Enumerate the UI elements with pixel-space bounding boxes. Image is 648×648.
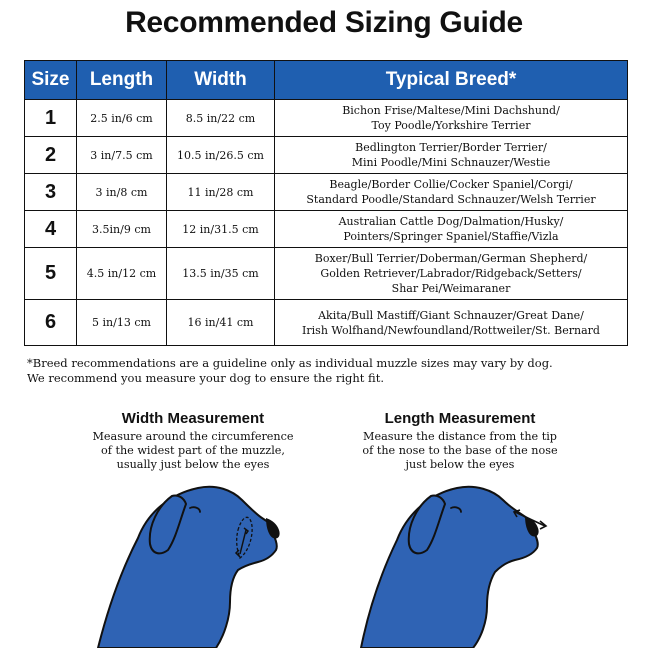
breed-line: Standard Poodle/Standard Schnauzer/Welsh Terrier — [306, 193, 596, 206]
breed-line: Irish Wolfhand/Newfoundland/Rottweiler/St. Bernard — [302, 323, 600, 337]
header-length: Length — [77, 61, 167, 100]
breed-line: Golden Retriever/Labrador/Ridgeback/Setters/ — [320, 267, 582, 280]
description-line: Measure the distance from the tip — [363, 430, 557, 443]
breed-line: Toy Poodle/Yorkshire Terrier — [371, 119, 531, 132]
length-measurement-title: Length Measurement — [384, 410, 536, 427]
length-cell: 3 in/8 cm — [77, 174, 167, 211]
width-measurement-description — [53, 430, 333, 472]
table-row — [25, 137, 628, 174]
breed-line: Pointers/Springer Spaniel/Staffie/Vizla — [343, 230, 559, 243]
length-cell: 5 in/13 cm — [77, 300, 167, 346]
breed-cell — [275, 100, 628, 137]
breed-line: Bedlington Terrier/Border Terrier/ — [355, 141, 547, 154]
size-cell: 1 — [25, 100, 77, 137]
breed-cell — [275, 174, 628, 211]
header-width: Width — [167, 61, 275, 100]
breed-cell — [275, 248, 628, 300]
breed-line: Beagle/Border Collie/Cocker Spaniel/Corgi/ — [329, 178, 573, 191]
width-cell: 12 in/31.5 cm — [167, 211, 275, 248]
dog-head-length-illustration — [355, 478, 560, 648]
description-line: of the nose to the base of the nose — [362, 444, 558, 457]
breed-line: Mini Poodle/Mini Schnauzer/Westie — [351, 156, 551, 169]
length-measurement-description — [320, 430, 600, 472]
header-size: Size — [25, 61, 77, 100]
length-cell: 4.5 in/12 cm — [77, 248, 167, 300]
breed-line: Australian Cattle Dog/Dalmation/Husky/ — [338, 215, 564, 228]
size-cell: 4 — [25, 211, 77, 248]
width-cell: 8.5 in/22 cm — [167, 100, 275, 137]
table-row — [25, 100, 628, 137]
header-typical-breed: Typical Breed* — [275, 61, 628, 100]
breed-cell — [275, 211, 628, 248]
width-measurement-title: Width Measurement — [121, 410, 265, 427]
width-cell: 10.5 in/26.5 cm — [167, 137, 275, 174]
size-cell: 2 — [25, 137, 77, 174]
footnote-line: We recommend you measure your dog to ensure the right fit. — [27, 371, 384, 385]
length-cell: 3.5in/9 cm — [77, 211, 167, 248]
breed-line: Akita/Bull Mastiff/Giant Schnauzer/Great Dane/ — [318, 308, 584, 322]
table-row — [25, 248, 628, 300]
description-line: of the widest part of the muzzle, — [101, 444, 285, 457]
length-cell: 3 in/7.5 cm — [77, 137, 167, 174]
breed-cell — [275, 300, 628, 346]
length-cell: 2.5 in/6 cm — [77, 100, 167, 137]
size-cell: 5 — [25, 248, 77, 300]
description-line: Measure around the circumference — [92, 430, 294, 443]
breed-line: Bichon Frise/Maltese/Mini Dachshund/ — [342, 104, 560, 117]
table-row — [25, 300, 628, 346]
size-cell: 3 — [25, 174, 77, 211]
breed-line: Boxer/Bull Terrier/Doberman/German Shepherd/ — [314, 252, 588, 265]
width-cell: 13.5 in/35 cm — [167, 248, 275, 300]
width-cell: 11 in/28 cm — [167, 174, 275, 211]
footnote-line: *Breed recommendations are a guideline only as individual muzzle sizes may vary by dog. — [27, 356, 553, 370]
sizing-table — [24, 60, 628, 346]
description-line: just below the eyes — [405, 458, 515, 471]
page-title: Recommended Sizing Guide — [125, 6, 523, 39]
dog-head-width-illustration — [90, 478, 290, 648]
table-header-row — [25, 61, 628, 100]
width-cell: 16 in/41 cm — [167, 300, 275, 346]
description-line: usually just below the eyes — [116, 458, 270, 471]
table-row — [25, 211, 628, 248]
size-cell: 6 — [25, 300, 77, 346]
breed-line: Shar Pei/Weimaraner — [391, 282, 511, 295]
footnote — [27, 356, 627, 386]
table-row — [25, 174, 628, 211]
breed-cell — [275, 137, 628, 174]
